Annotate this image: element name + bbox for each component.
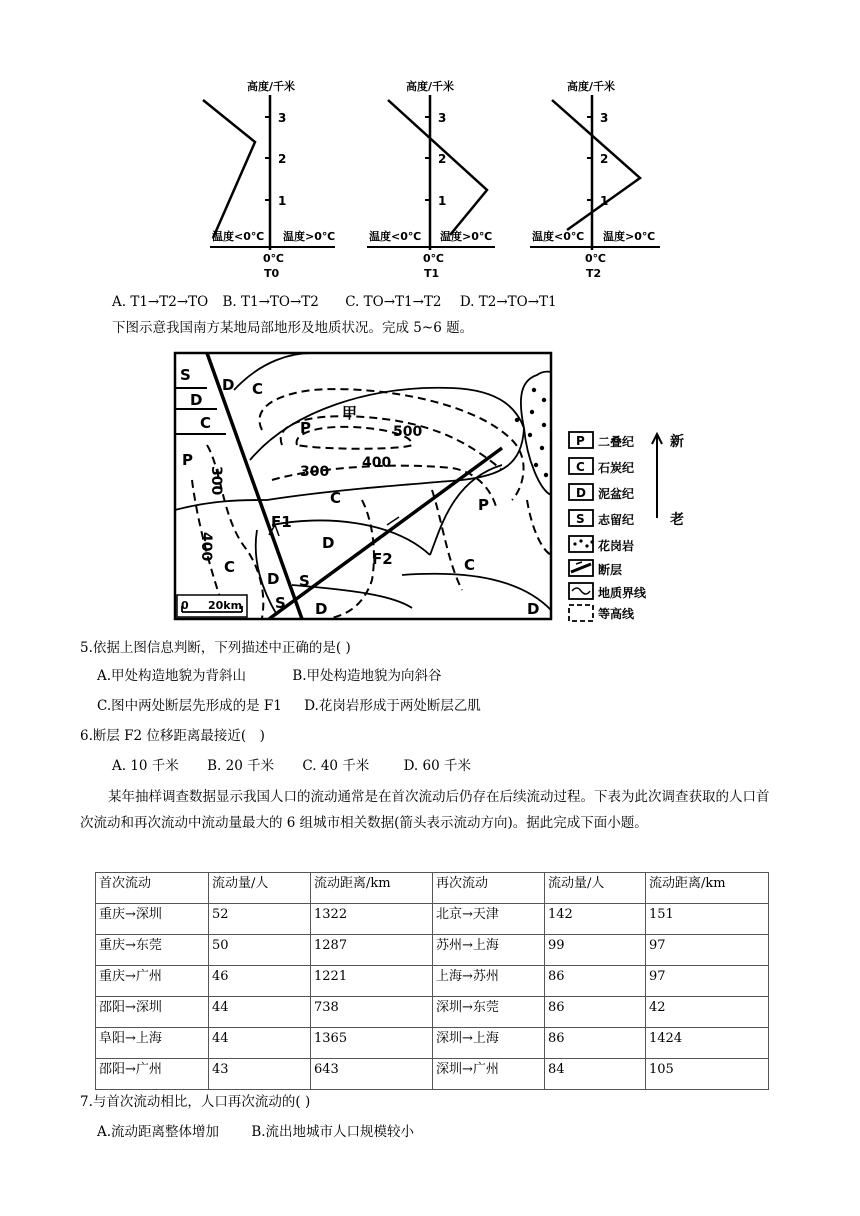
t1-left-label: 温度<0℃	[369, 230, 422, 243]
header-cell: 流动距离/km	[646, 873, 769, 904]
q5-options-row2	[97, 696, 481, 716]
legend-symbol-c: C	[576, 460, 585, 474]
stratum-label: D	[222, 376, 235, 394]
table-cell: 深圳→上海	[433, 1028, 545, 1059]
contour-lines	[192, 389, 551, 618]
t0-zero-label: 0℃	[263, 252, 284, 265]
fault-label-f1: F1	[271, 513, 292, 531]
header-cell: 再次流动	[433, 873, 545, 904]
migration-table	[95, 872, 769, 1090]
contour-value: 300	[300, 464, 330, 480]
q5-stem: 5.依据上图信息判断，下列描述中正确的是( )	[80, 640, 351, 656]
strata-labels	[180, 366, 539, 618]
table-cell: 86	[545, 966, 646, 997]
scale-bar	[177, 595, 247, 617]
table-row	[96, 935, 769, 966]
t1-zero-label: 0℃	[423, 252, 444, 265]
table-cell: 苏州→上海	[433, 935, 545, 966]
contour-value: 400	[198, 532, 214, 562]
q6-option-c[interactable]: C. 40 千米	[302, 758, 370, 774]
table-cell: 重庆→深圳	[96, 904, 209, 935]
table-cell: 86	[545, 997, 646, 1028]
table-cell: 105	[646, 1059, 769, 1090]
legend-age-new: 新	[670, 434, 684, 450]
map-legend	[569, 432, 684, 621]
table-cell: 上海→苏州	[433, 966, 545, 997]
legend-symbol-s: S	[576, 512, 585, 526]
q4-option-c[interactable]: C. TO→T1→T2	[345, 294, 442, 310]
stratum-label: C	[200, 414, 212, 432]
table-cell: 邵阳→广州	[96, 1059, 209, 1090]
table-cell: 1365	[311, 1028, 433, 1059]
chart-t1	[367, 79, 495, 280]
legend-age-old: 老	[670, 512, 684, 528]
t1-tick-2: 2	[438, 152, 447, 166]
fault-label-f2: F2	[372, 550, 393, 568]
legend-label-boundary: 地质界线	[598, 586, 647, 600]
contour-value: 300	[208, 466, 224, 496]
header-cell: 流动量/人	[209, 873, 311, 904]
table-cell: 97	[646, 966, 769, 997]
q5-option-d[interactable]: D.花岗岩形成于两处断层乙肌	[304, 698, 481, 714]
stratum-label: C	[252, 380, 264, 398]
map-intro: 下图示意我国南方某地局部地形及地质状况。完成 5~6 题。	[112, 320, 474, 336]
q5-options-row1	[97, 666, 442, 686]
t2-tick-1: 1	[600, 194, 609, 208]
table-cell: 1424	[646, 1028, 769, 1059]
q4-options	[112, 292, 557, 312]
scale-zero: 0	[181, 599, 189, 612]
table-row	[96, 997, 769, 1028]
legend-symbol-p: P	[576, 434, 585, 448]
contour-value: 400	[362, 455, 392, 471]
stratum-label: D	[527, 600, 540, 618]
table-row	[96, 1059, 769, 1090]
q7-option-b[interactable]: B.流出地城市人口规模较小	[251, 1124, 415, 1140]
table-cell: 99	[545, 935, 646, 966]
stratum-label: P	[182, 451, 193, 469]
contour-values	[198, 424, 422, 561]
t0-right-label: 温度>0℃	[283, 230, 336, 243]
table-cell: 44	[209, 997, 311, 1028]
t0-tick-3: 3	[278, 111, 287, 125]
t2-height-label: 高度/千米	[567, 80, 616, 93]
table-cell: 142	[545, 904, 646, 935]
q5-option-c[interactable]: C.图中两处断层先形成的是 F1	[97, 698, 282, 714]
stratum-label: P	[300, 419, 311, 437]
legend-label-devonian: 泥盆纪	[598, 487, 635, 501]
q5-option-a[interactable]: A.甲处构造地貌为背斜山	[97, 668, 247, 684]
q6-option-b[interactable]: B. 20 千米	[207, 758, 275, 774]
stratum-label: S	[275, 594, 286, 612]
table-cell: 50	[209, 935, 311, 966]
t1-name: T1	[424, 267, 440, 280]
t1-height-label: 高度/千米	[406, 80, 455, 93]
legend-symbol-d: D	[576, 486, 586, 500]
t2-zero-label: 0℃	[585, 252, 606, 265]
table-cell: 北京→天津	[433, 904, 545, 935]
table-cell: 邵阳→深圳	[96, 997, 209, 1028]
stratum-label: D	[267, 570, 280, 588]
t2-left-label: 温度<0℃	[532, 230, 585, 243]
scale-distance: 20km	[208, 599, 243, 612]
table-cell: 重庆→广州	[96, 966, 209, 997]
q6-stem: 6.断层 F2 位移距离最接近( )	[80, 728, 265, 744]
t0-tick-2: 2	[278, 152, 287, 166]
header-cell: 流动量/人	[545, 873, 646, 904]
table-cell: 151	[646, 904, 769, 935]
t1-right-label: 温度>0℃	[440, 230, 493, 243]
t0-name: T0	[264, 267, 280, 280]
q4-option-d[interactable]: D. T2→TO→T1	[459, 294, 557, 310]
table-cell: 重庆→东莞	[96, 935, 209, 966]
table-row	[96, 904, 769, 935]
q4-option-a[interactable]: A. T1→T2→TO	[112, 294, 209, 310]
geological-map	[172, 350, 692, 625]
q7-options	[97, 1122, 414, 1142]
table-cell: 1221	[311, 966, 433, 997]
chart-t0	[203, 79, 335, 280]
table-cell: 97	[646, 935, 769, 966]
t2-right-label: 温度>0℃	[603, 230, 656, 243]
stratum-label: D	[190, 391, 203, 409]
header-cell: 首次流动	[96, 873, 209, 904]
table-intro: 某年抽样调查数据显示我国人口的流动通常是在首次流动后仍存在后续流动过程。下表为此次调查获取的人口首次流动和再次流动中流动量最大的 6 组城市相关数据(箭头表示流动方向)。据此完成下面小题。	[80, 789, 770, 831]
table-cell: 1322	[311, 904, 433, 935]
contour-value: 500	[393, 424, 423, 440]
q4-option-b[interactable]: B. T1→TO→T2	[222, 294, 319, 310]
stratum-label: C	[464, 556, 476, 574]
t0-height-label: 高度/千米	[247, 80, 296, 93]
t2-name: T2	[586, 267, 602, 280]
header-cell: 流动距离/km	[311, 873, 433, 904]
q6-option-d[interactable]: D. 60 千米	[403, 758, 471, 774]
table-row	[96, 966, 769, 997]
table-cell: 深圳→广州	[433, 1059, 545, 1090]
table-cell: 1287	[311, 935, 433, 966]
t0-tick-1: 1	[278, 194, 287, 208]
stratum-label: D	[322, 534, 335, 552]
table-cell: 阜阳→上海	[96, 1028, 209, 1059]
table-cell: 738	[311, 997, 433, 1028]
table-row	[96, 1028, 769, 1059]
table-cell: 43	[209, 1059, 311, 1090]
table-cell: 46	[209, 966, 311, 997]
t2-temperature-curve	[552, 100, 640, 230]
stratum-label: D	[315, 600, 328, 618]
temperature-profile-charts	[195, 70, 675, 285]
t2-tick-2: 2	[600, 152, 609, 166]
t0-left-label: 温度<0℃	[212, 230, 265, 243]
legend-label-permian: 二叠纪	[598, 435, 635, 449]
table-cell: 643	[311, 1059, 433, 1090]
q7-option-a[interactable]: A.流动距离整体增加	[97, 1124, 220, 1140]
t0-temperature-curve	[203, 100, 255, 238]
stratum-label: S	[180, 366, 191, 384]
stratum-label: S	[299, 572, 310, 590]
legend-label-contour: 等高线	[598, 607, 635, 621]
table-cell: 44	[209, 1028, 311, 1059]
q5-option-b[interactable]: B.甲处构造地貌为向斜谷	[292, 668, 442, 684]
table-cell: 42	[646, 997, 769, 1028]
table-header-row	[96, 873, 769, 904]
stratum-label: P	[478, 496, 489, 514]
stratum-label: 甲	[342, 404, 358, 422]
table-cell: 深圳→东莞	[433, 997, 545, 1028]
legend-label-carboniferous: 石炭纪	[598, 461, 635, 475]
table-cell: 86	[545, 1028, 646, 1059]
q6-options	[112, 756, 471, 776]
t2-tick-3: 3	[600, 111, 609, 125]
t1-tick-1: 1	[438, 194, 447, 208]
table-cell: 84	[545, 1059, 646, 1090]
q6-option-a[interactable]: A. 10 千米	[112, 758, 179, 774]
table-cell: 52	[209, 904, 311, 935]
legend-label-silurian: 志留纪	[598, 513, 635, 527]
q7-stem: 7.与首次流动相比，人口再次流动的( )	[80, 1094, 311, 1110]
legend-label-fault: 断层	[598, 563, 623, 577]
t1-tick-3: 3	[438, 111, 447, 125]
legend-label-granite: 花岗岩	[598, 539, 635, 553]
stratum-label: C	[330, 489, 342, 507]
stratum-label: C	[224, 558, 236, 576]
chart-t2	[530, 79, 660, 280]
